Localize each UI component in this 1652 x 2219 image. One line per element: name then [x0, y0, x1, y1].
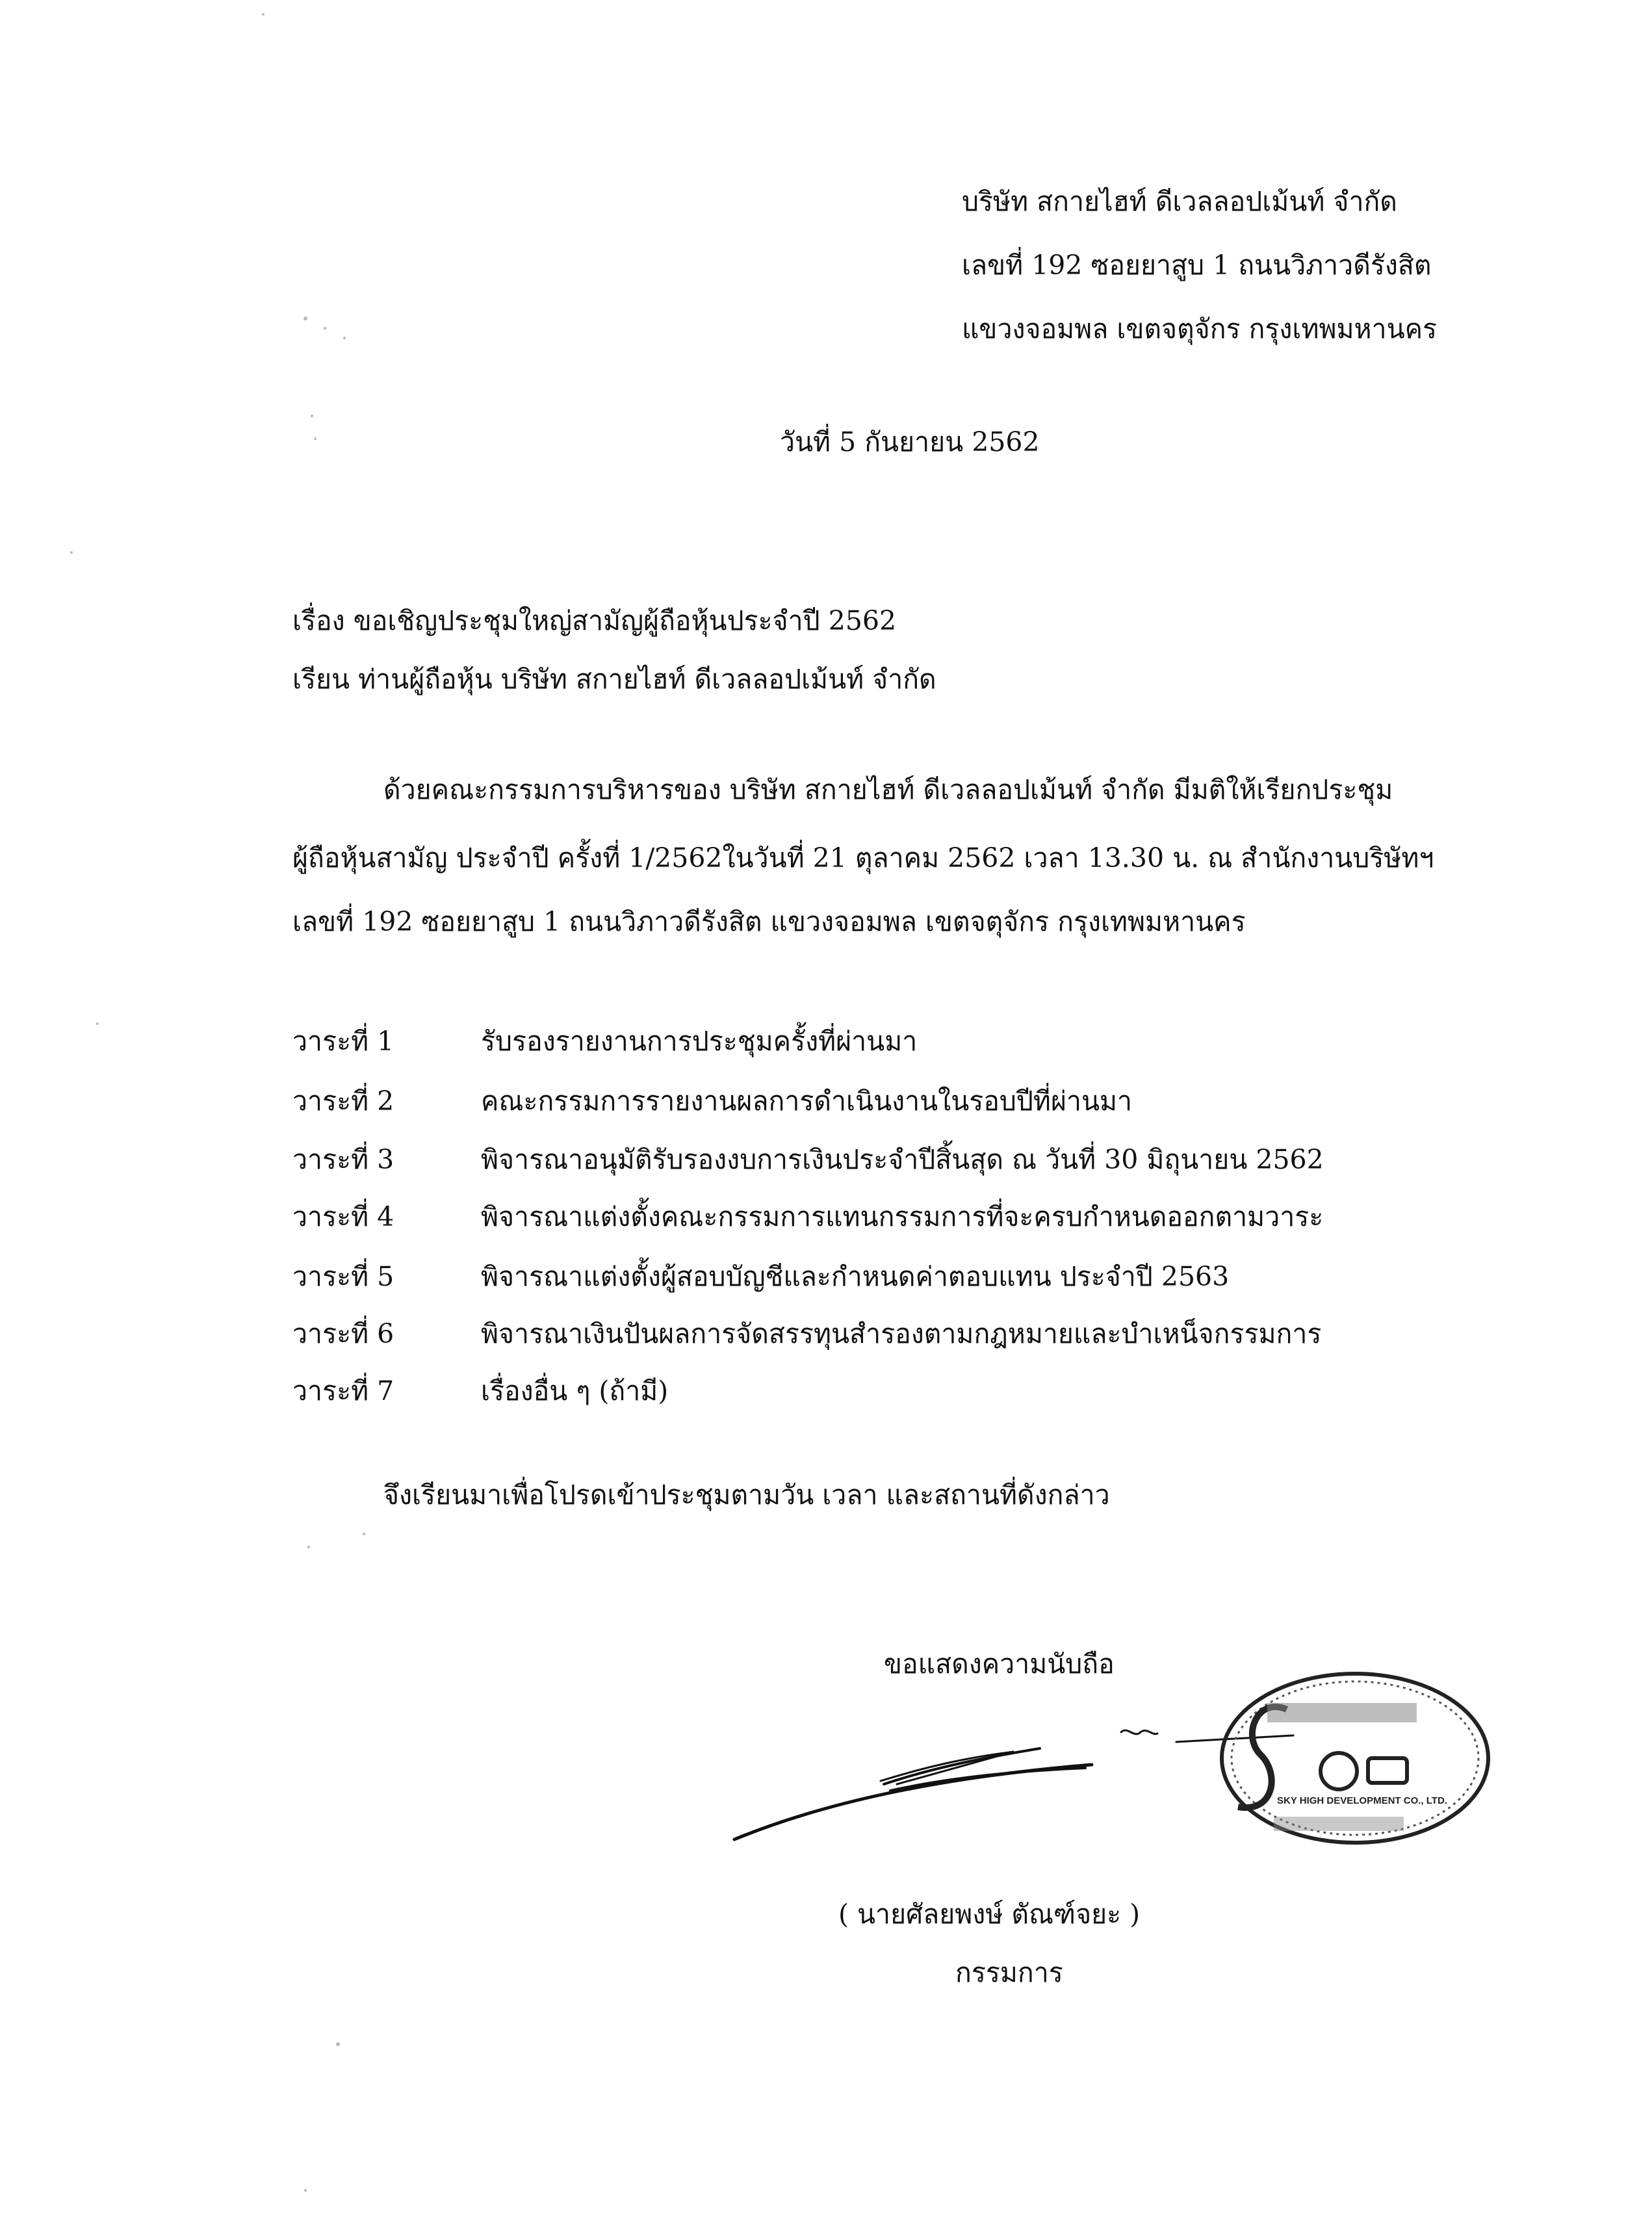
- body-line-1: ด้วยคณะกรรมการบริหารของ บริษัท สกายไฮท์ ดีเวลลอปเม้นท์ จำกัด มีมติให้เรียกประชุม: [383, 774, 1393, 805]
- agenda-number: วาระที่ 2: [292, 1085, 394, 1117]
- signer-name: ( นายศัลยพงษ์ ตัณฑ์จยะ ): [838, 1899, 1141, 1930]
- agenda-text: พิจารณาเงินปันผลการจัดสรรทุนสำรองตามกฎหมายและบำเหน็จกรรมการ: [481, 1318, 1322, 1349]
- address-company: บริษัท สกายไฮท์ ดีเวลลอปเม้นท์ จำกัด: [962, 186, 1397, 217]
- agenda-number: วาระที่ 3: [292, 1144, 394, 1175]
- agenda-text: พิจารณาแต่งตั้งคณะกรรมการแทนกรรมการที่จะครบกำหนดออกตามวาระ: [481, 1201, 1324, 1232]
- letter-subject: เรื่อง ขอเชิญประชุมใหญ่สามัญผู้ถือหุ้นประจำปี 2562: [292, 605, 897, 636]
- agenda-number: วาระที่ 7: [292, 1375, 394, 1407]
- address-street: เลขที่ 192 ซอยยาสูบ 1 ถนนวิภาวดีรังสิต: [962, 250, 1432, 281]
- agenda-number: วาระที่ 6: [292, 1318, 394, 1349]
- agenda-number: วาระที่ 4: [292, 1201, 394, 1232]
- signer-title: กรรมการ: [955, 1957, 1063, 1988]
- agenda-text: พิจารณาอนุมัติรับรองงบการเงินประจำปีสิ้นสุด ณ วันที่ 30 มิถุนายน 2562: [481, 1144, 1324, 1175]
- letter-recipient: เรียน ท่านผู้ถือหุ้น บริษัท สกายไฮท์ ดีเวลลอปเม้นท์ จำกัด: [292, 664, 936, 695]
- body-line-3: เลขที่ 192 ซอยยาสูบ 1 ถนนวิภาวดีรังสิต แขวงจอมพล เขตจตุจักร กรุงเทพมหานคร: [292, 906, 1246, 937]
- stamp-text: SKY HIGH DEVELOPMENT CO., LTD.: [1277, 1795, 1447, 1806]
- regards: ขอแสดงความนับถือ: [884, 1648, 1115, 1680]
- company-stamp: [1222, 1674, 1488, 1843]
- agenda-text: เรื่องอื่น ๆ (ถ้ามี): [481, 1375, 669, 1407]
- agenda-text: คณะกรรมการรายงานผลการดำเนินงานในรอบปีที่ผ่านมา: [481, 1085, 1133, 1117]
- agenda-text: พิจารณาแต่งตั้งผู้สอบบัญชีและกำหนดค่าตอบแทน ประจำปี 2563: [481, 1261, 1230, 1292]
- agenda-number: วาระที่ 1: [292, 1026, 394, 1057]
- agenda-number: วาระที่ 5: [292, 1261, 394, 1292]
- body-line-2: ผู้ถือหุ้นสามัญ ประจำปี ครั้งที่ 1/2562ในวันที่ 21 ตุลาคม 2562 เวลา 13.30 น. ณ สำนักงานบริษัทฯ: [292, 842, 1434, 874]
- address-district: แขวงจอมพล เขตจตุจักร กรุงเทพมหานคร: [962, 313, 1438, 344]
- scan-specks: [70, 13, 365, 2192]
- signature-mark: [734, 1730, 1293, 1839]
- letter-date: วันที่ 5 กันยายน 2562: [780, 426, 1040, 458]
- agenda-text: รับรองรายงานการประชุมครั้งที่ผ่านมา: [481, 1026, 918, 1057]
- closing-sentence: จึงเรียนมาเพื่อโปรดเข้าประชุมตามวัน เวลา และสถานที่ดังกล่าว: [383, 1479, 1110, 1511]
